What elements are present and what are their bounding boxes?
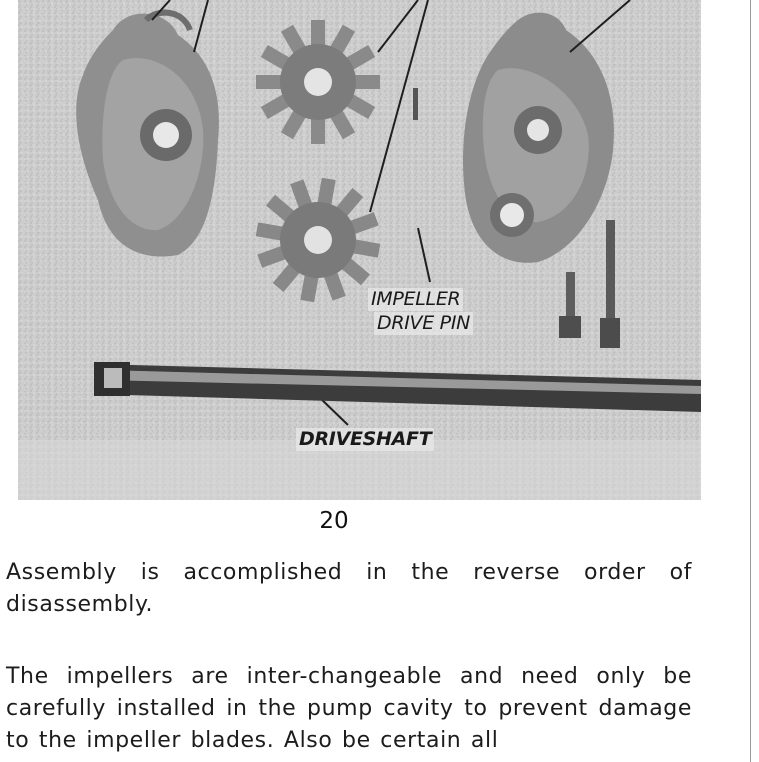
paragraph-assembly: Assembly is accomplished in the reverse order of disassembly. <box>6 560 692 617</box>
impeller-drive-pin-label-line2: DRIVE PIN <box>374 312 473 335</box>
impeller-drive-pin-label-line1: IMPELLER <box>368 288 463 311</box>
parts-photo-graphic <box>18 0 701 500</box>
parts-photo <box>18 0 701 500</box>
small-pin <box>413 88 418 120</box>
paragraph-impellers: The impellers are inter-changeable and need only be carefully installed in the pump cavity to prevent damage to the impeller blades. Also be certain all <box>6 664 692 753</box>
page-edge-line <box>750 0 751 762</box>
figure-number: 20 <box>319 508 349 534</box>
driveshaft-label: DRIVESHAFT <box>296 428 434 451</box>
